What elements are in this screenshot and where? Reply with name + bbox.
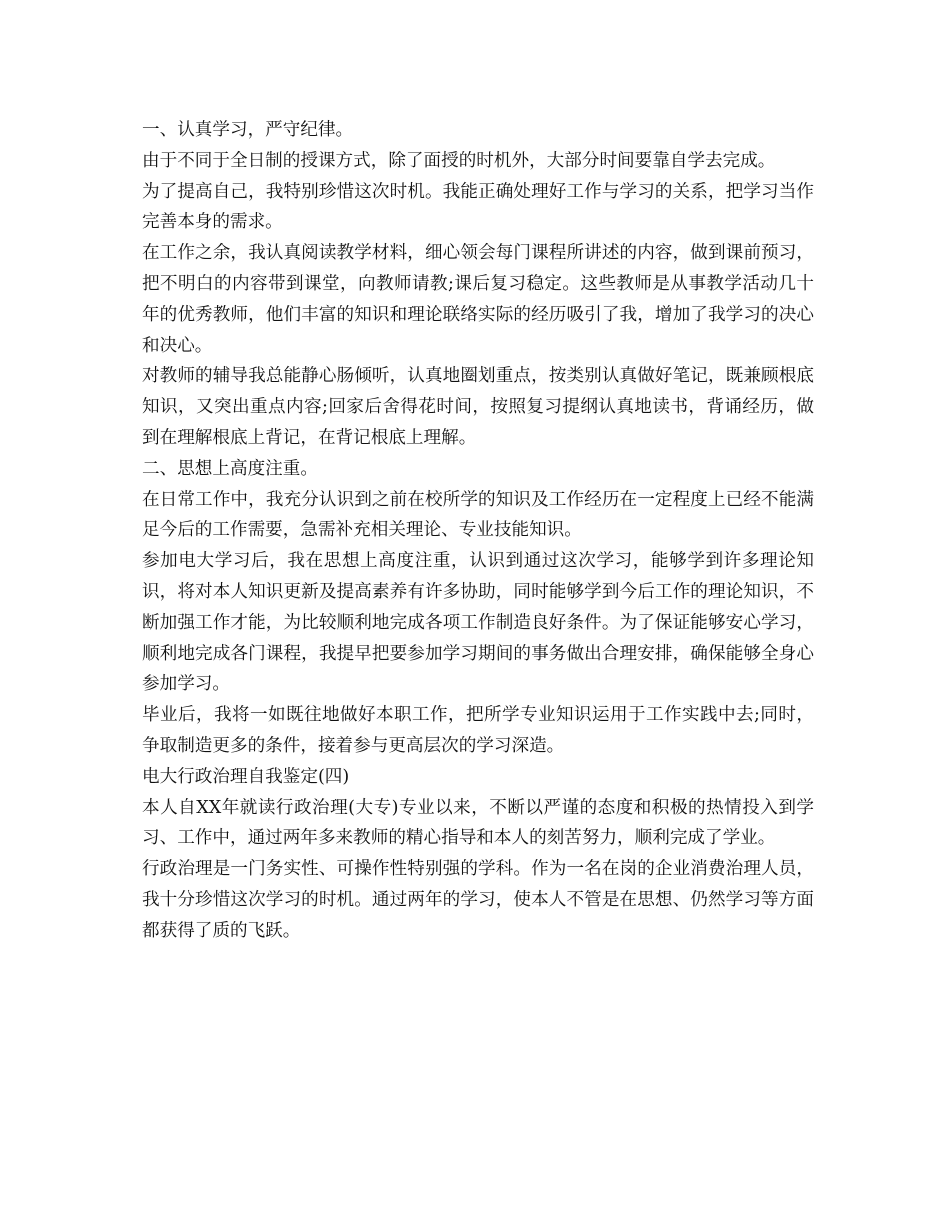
paragraph: 参加电大学习后，我在思想上高度注重，认识到通过这次学习，能够学到许多理论知识，将对本人知识更新及提高素养有许多协助，同时能够学到今后工作的理论知识，不断加强工作才能，为比较顺利地完成各项工作制造良好条件。为了保证能够安心学习，顺利地完成各门课程，我提早把要参加学习期间的事务做出合理安排，确保能够全身心参加学习。 [142,551,814,695]
document-body [142,115,814,947]
paragraph: 行政治理是一门务实性、可操作性特别强的学科。作为一名在岗的企业消费治理人员，我十分珍惜这次学习的时机。通过两年的学习，使本人不管是在思想、仍然学习等方面都获得了质的飞跃。 [142,859,814,941]
paragraph: 本人自XX年就读行政治理(大专)专业以来，不断以严谨的态度和积极的热情投入到学习、工作中，通过两年多来教师的精心指导和本人的刻苦努力，顺利完成了学业。 [142,797,814,849]
heading-section-two: 二、思想上高度注重。 [142,458,318,479]
heading-self-appraisal-four: 电大行政治理自我鉴定(四) [142,766,350,787]
paragraph: 为了提高自己，我特别珍惜这次时机。我能正确处理好工作与学习的关系，把学习当作完善本身的需求。 [142,181,814,233]
paragraph: 毕业后，我将一如既往地做好本职工作，把所学专业知识运用于工作实践中去;同时，争取制造更多的条件，接着参与更高层次的学习深造。 [142,705,814,756]
paragraph: 对教师的辅导我总能静心肠倾听，认真地圈划重点，按类别认真做好笔记，既兼顾根底知识，又突出重点内容;回家后舍得花时间，按照复习提纲认真地读书，背诵经历，做到在理解根底上背记，在背记根底上理解。 [142,366,814,448]
heading-section-one: 一、认真学习，严守纪律。 [142,120,354,140]
paragraph: 在工作之余，我认真阅读教学材料，细心领会每门课程所讲述的内容，做到课前预习，把不明白的内容带到课堂，向教师请教;课后复习稳定。这些教师是从事教学活动几十年的优秀教师，他们丰富的知识和理论联络实际的经历吸引了我，增加了我学习的决心和决心。 [142,243,814,356]
paragraph: 由于不同于全日制的授课方式，除了面授的时机外，大部分时间要靠自学去完成。 [142,150,776,171]
paragraph: 在日常工作中，我充分认识到之前在校所学的知识及工作经历在一定程度上已经不能满足今后的工作需要，急需补充相关理论、专业技能知识。 [142,489,814,541]
